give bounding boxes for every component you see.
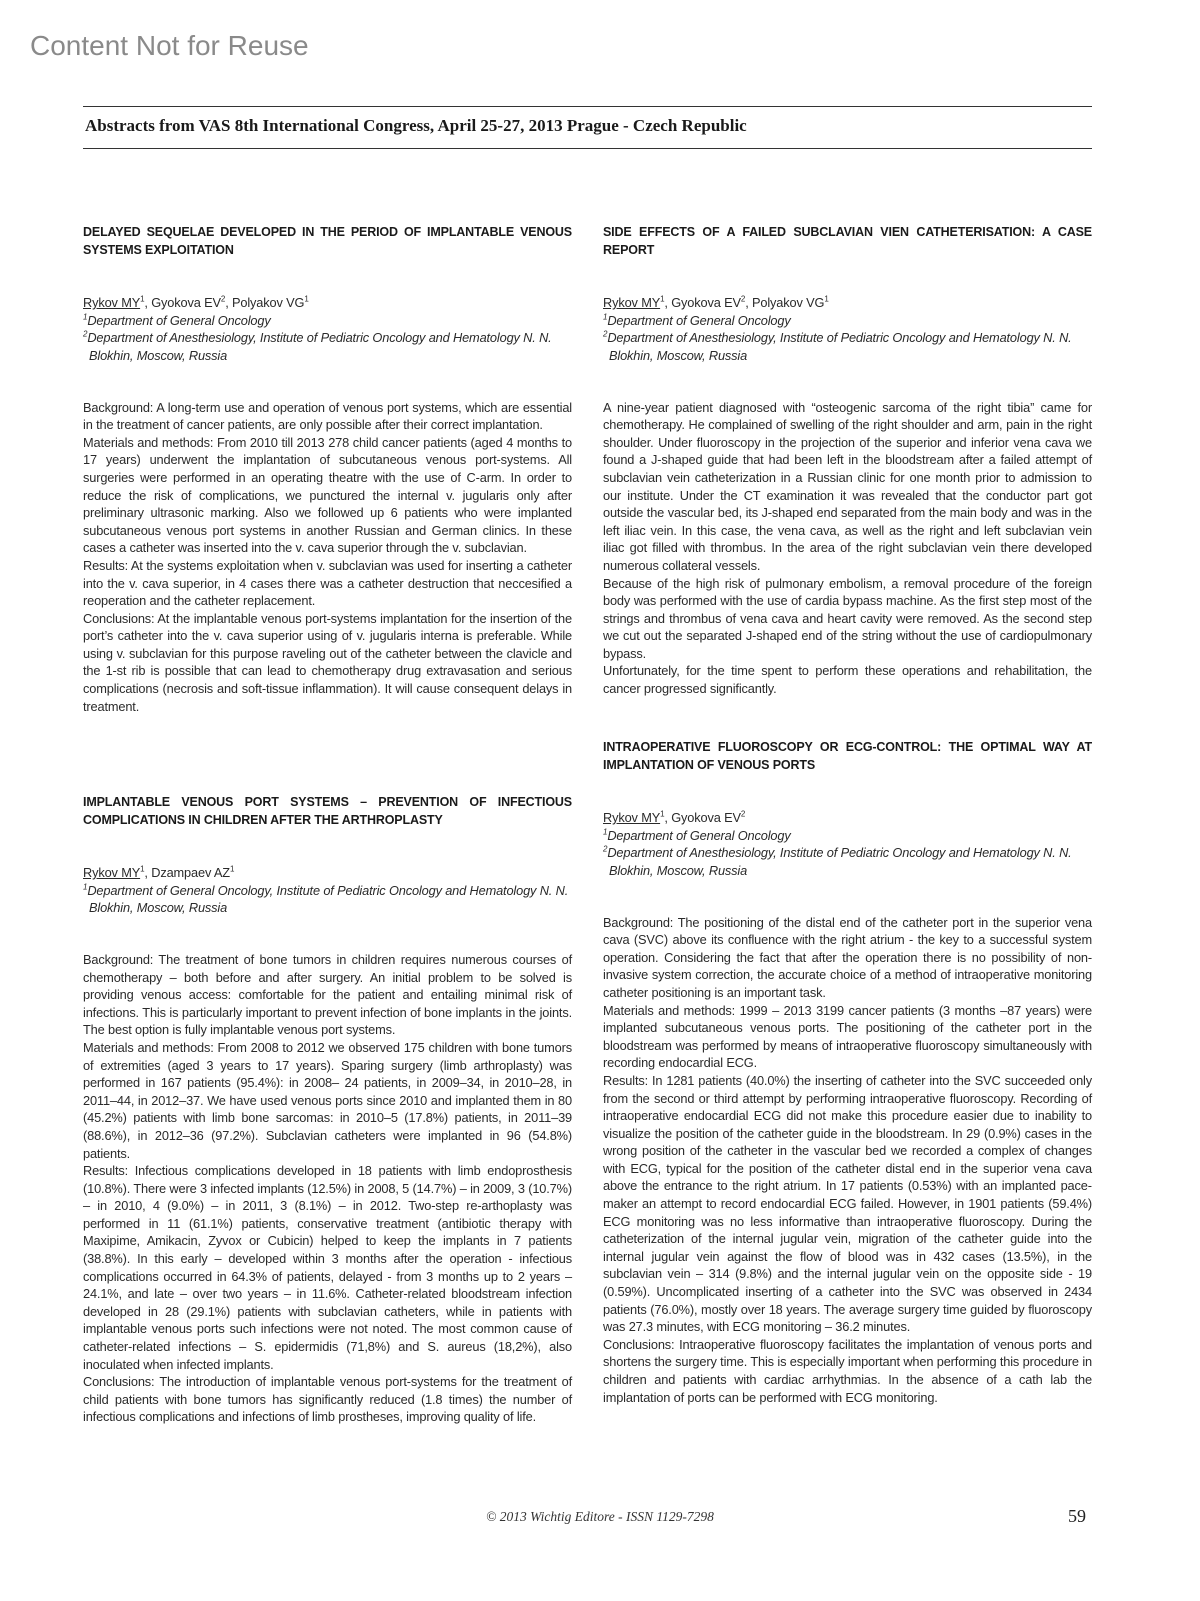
abstract-paragraph: Background: The treatment of bone tumors in children requires numerous courses of chemotherapy – both before and after surgery. An initial problem to be solved is providing venous access: comfortable for the patient and entailing minimal risk of infections. This is particularly important to prevent infection of bone implants in the joints. The best option is fully implantable venous port systems. [83,951,572,1038]
watermark: Content Not for Reuse [30,30,309,61]
abstract-paragraph: Conclusions: The introduction of implantable venous port-systems for the treatment of child patients with bone tumors has significantly reduced (1.8 times) the number of infectious complications and infections of limb prostheses, improving quality of life. [83,1374,572,1425]
author-separator: , [225,295,232,311]
affiliation-text: Department of General Oncology [607,827,791,843]
abstract [603,739,1092,1406]
affiliation-text: Department of Anesthesiology, Institute of Pediatric Oncology and Hematology N. N. Blokhin, Moscow, Russia [607,845,1072,878]
author-name: Gyokova EV [671,810,741,826]
affiliation-text: Department of General Oncology, Institute of Pediatric Oncology and Hematology N. N. Blokhin, Moscow, Russia [87,882,569,916]
affiliation-mark: 2 [83,330,88,340]
abstract [83,224,572,715]
affiliation-mark: 2 [603,330,608,340]
author-affiliation-mark: 2 [220,294,226,304]
abstract-paragraph: Background: A long-term use and operation of venous port systems, which are essential in the treatment of cancer patients, are only possible after their correct implantation. [83,399,572,433]
affiliation-mark: 1 [603,312,608,322]
abstract-body [603,914,1092,1407]
header-rule-bottom [83,148,1092,149]
author-separator: , [745,295,752,311]
author-name: Gyokova EV [151,295,221,311]
affiliation [603,844,1092,879]
abstract-paragraph: Results: In 1281 patients (40.0%) the inserting of catheter into the SVC succeeded only from the second or third attempt by performing intraoperative fluoroscopy. Recording of intraoperative endocardial ECG did not make this procedure easier due to inability to visualize the position of the catheter guide in the bloodstream. In 29 (0.9%) cases in the wrong position of the catheter in the vascular bed we recorded a complex of changes with ECG, typical for the position of the catheter distal end in the superior vena cava above the entrance to the right atrium. In 17 patients (0.53%) with an implanted pacemaker an attempt to record endocardial ECG failed. However, in 1901 patients (59.4%) ECG monitoring was no less informative than intraoperative fluoroscopy. During the catheterization of the internal jugular vein, migration of the catheter guide into the internal jugular vein against the flow of blood was in 432 cases (13.5%), in the subclavian vein – 314 (9.8%) and the internal jugular vein on the opposite side - 19 (0.59%). Uncomplicated inserting of a catheter into the SVC was observed in 2434 patients (76.0%), mostly over 18 years. The average surgery time guided by fluoroscopy was 27.3 minutes, with ECG monitoring – 36.2 minutes. [603,1072,1092,1335]
abstract-paragraph: Unfortunately, for the time spent to perform these operations and rehabilitation, the cancer progressed significantly. [603,663,1092,697]
abstract-body [603,399,1092,698]
author-name: Dzampaev AZ [151,865,230,881]
affiliation [83,882,572,917]
affiliation [83,329,572,364]
author-list [603,809,1092,827]
affiliation-text: Department of General Oncology [607,312,791,328]
author-affiliation-mark: 1 [824,294,829,304]
author-list [603,294,1092,312]
footer-copyright: © 2013 Wichtig Editore - ISSN 1129-7298 [486,1509,714,1524]
author-name: Rykov MY [83,295,141,311]
abstract-paragraph: Results: Infectious complications developed in 18 patients with limb endoprosthesis (10.8%). There were 3 infected implants (12.5%) in 2008, 5 (14.7%) – in 2009, 3 (10.7%) – in 2010, 4 (9.0%) – in 2011, 3 (8.1%) – in 2012. Two-step re-arthoplasty was performed in 11 (61.1%) patients, conservative treatment (antibiotic therapy with Maxipime, Amikacin, Zyvox or Cubicin) helped to keep the implants in 7 patients (38.8%). In this early – developed within 3 months after the operation - infectious complications occurred in 64.3% of patients, delayed - from 3 months up to 2 years – 24.1%, and late – over two years – in 11.6%. Catheter-related bloodstream infection developed in 28 (29.1%) patients with subclavian catheters, while in patients with implantable venous ports such infections were not noted. The most common cause of catheter-related infections – S. epidermidis (71,8%) and S. aureus (18,2%), also inoculated when infected implants. [83,1163,572,1372]
author-name: Rykov MY [603,295,661,311]
abstract-paragraph: A nine-year patient diagnosed with “osteogenic sarcoma of the right tibia” came for chemotherapy. He complained of swelling of the right shoulder and arm, pain in the right shoulder. Under fluoroscopy in the projection of the superior and inferior vena cava we found a J-shaped guide that had been left in the bloodstream after a failed attempt of subclavian vein catheterization in a Russian clinic for one month prior to admission to our institute. Under the CT examination it was revealed that the conductor part got outside the vascular bed, its J-shaped end separated from the main body and was in the left iliac vein. In this case, the vena cava, as well as the right and left subclavian vein iliac got filled with thrombus. In the area of the right subclavian vein there developed numerous collateral vessels. [603,399,1092,573]
abstract-paragraph: Materials and methods: From 2010 till 2013 278 child cancer patients (aged 4 months to 17 years) underwent the implantation of subcutaneous venous port-systems. All surgeries were performed in an operating theatre with the use of C-arm. In order to reduce the risk of complications, we punctured the internal v. jugularis only after preliminary ultrasonic marking. Also we followed up 6 patients who were implanted subcutaneous venous port systems in another Russian and German clinics. In these cases a catheter was inserted into the v. cava superior through the v. subclavian. [83,434,572,556]
author-separator: , [144,865,152,881]
author-affiliation-mark: 2 [740,809,746,819]
affiliation-mark: 1 [83,882,88,892]
abstract [83,794,572,1426]
running-header: Abstracts from VAS 8th International Congress, April 25-27, 2013 Prague - Czech Republic [85,116,747,135]
author-affiliation-mark: 2 [740,294,746,304]
abstract-paragraph: Materials and methods: 1999 – 2013 3199 cancer patients (3 months –87 years) were implanted subcutaneous venous ports. The positioning of the catheter port in the bloodstream was performed by means of intraoperative fluoroscopy simultaneously with recording endocardial ECG. [603,1002,1092,1071]
author-separator: , [664,295,672,311]
affiliation-mark: 1 [603,827,608,837]
abstract-title: INTRAOPERATIVE FLUOROSCOPY OR ECG-CONTROL: THE OPTIMAL WAY AT IMPLANTATION OF VENOUS PORTS [603,740,1092,772]
abstract-paragraph: Materials and methods: From 2008 to 2012 we observed 175 children with bone tumors of extremities (aged 3 years to 17 years). Sparing surgery (limb arthroplasty) was performed in 167 patients (95.4%): in 2008– 24 patients, in 2009–34, in 2010–28, in 2011–44, in 2012–37. We have used venous ports since 2010 and implanted them in 80 (45.2%) patients with limb bone sarcomas: in 2010–5 (17.8%) patients, in 2011–39 (88.6%), in 2012–36 (97.2%). Subclavian catheters were implanted in 96 (54.8%) patients. [83,1039,572,1161]
affiliation [603,827,1092,845]
abstract-paragraph: Results: At the systems exploitation when v. subclavian was used for inserting a catheter into the v. cava superior, in 4 cases there was a catheter destruction that neccesified a reoperation and the catheter replacement. [83,557,572,609]
affiliation-text: Department of Anesthesiology, Institute of Pediatric Oncology and Hematology N. N. Blokhin, Moscow, Russia [607,330,1072,363]
abstract-title: DELAYED SEQUELAE DEVELOPED IN THE PERIOD OF IMPLANTABLE VENOUS SYSTEMS EXPLOITATION [83,225,572,257]
author-name: Rykov MY [83,865,141,881]
author-name: Polyakov VG [752,295,825,311]
page-number: 59 [1068,1506,1086,1526]
author-list [83,294,572,312]
affiliation [83,312,572,330]
author-separator: , [144,295,152,311]
affiliation-text: Department of Anesthesiology, Institute of Pediatric Oncology and Hematology N. N. Blokhin, Moscow, Russia [87,330,552,363]
abstract-paragraph: Conclusions: Intraoperative fluoroscopy facilitates the implantation of venous ports and shortens the surgery time. This is especially important when performing this procedure in children and patients with cardiac arrhythmias. In the absence of a cath lab the implantation of ports can be performed with ECG monitoring. [603,1336,1092,1405]
affiliation [603,329,1092,364]
abstract-paragraph: Conclusions: At the implantable venous port-systems implantation for the insertion of the port’s catheter into the v. cava superior using of v. jugularis interna is preferable. While using v. subclavian for this purpose raveling out of the catheter between the clavicle and the 1-st rib is possible that can lead to chemotherapy drug extravasation and serious complications (necrosis and soft-tissue inflammation). It will cause consequent delays in treatment. [83,610,572,714]
affiliation-text: Department of General Oncology [87,312,271,328]
author-name: Rykov MY [603,810,661,826]
abstract-paragraph: Background: The positioning of the distal end of the catheter port in the superior vena cava (SVC) above its confluence with the right atrium - the key to a successful system operation. Considering the fact that after the operation there is no possibility of non-invasive system correction, the accurate choice of a method of intraoperative monitoring catheter positioning is an important task. [603,914,1092,1000]
author-affiliation-mark: 1 [660,294,665,304]
author-affiliation-mark: 1 [229,864,235,874]
author-affiliation-mark: 1 [660,809,665,819]
affiliation-mark: 1 [83,312,88,322]
author-name: Polyakov VG [232,295,305,311]
affiliation [603,312,1092,330]
header-rule-top [83,106,1092,107]
abstract-title: SIDE EFFECTS OF A FAILED SUBCLAVIAN VIEN CATHETERISATION: A CASE REPORT [603,225,1092,257]
author-affiliation-mark: 1 [304,294,309,304]
author-affiliation-mark: 1 [140,294,145,304]
abstract-title: IMPLANTABLE VENOUS PORT SYSTEMS – PREVENTION OF INFECTIOUS COMPLICATIONS IN CHILDREN AFTER THE ARTHROPLASTY [83,795,572,827]
abstract-body [83,951,572,1426]
affiliation-mark: 2 [603,845,608,855]
author-list [83,864,572,882]
abstract [603,224,1092,698]
author-affiliation-mark: 1 [140,864,145,874]
abstract-paragraph: Because of the high risk of pulmonary embolism, a removal procedure of the foreign body was performed with the use of cardia bypass machine. As the first step most of the strings and thrombus of vena cava and heart cavity were removed. As the second step we cut out the separated J-shaped end of the string without the use of cardiopulmonary bypass. [603,575,1092,661]
author-name: Gyokova EV [671,295,741,311]
author-separator: , [664,810,672,826]
abstract-body [83,399,572,716]
